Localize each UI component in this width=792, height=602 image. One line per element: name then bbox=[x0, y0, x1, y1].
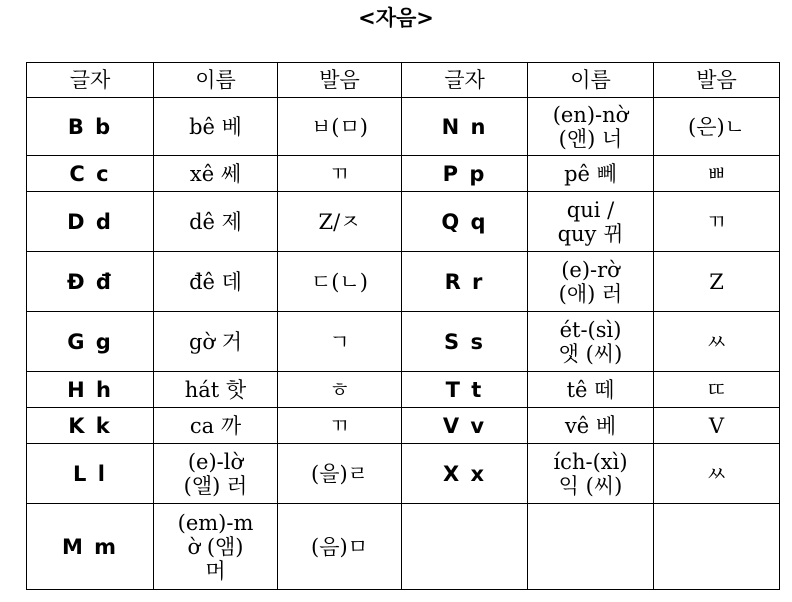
letter-cell bbox=[402, 504, 528, 590]
name-cell-text: đê 데 bbox=[189, 269, 242, 294]
header-name: 이름 bbox=[528, 63, 654, 98]
name-cell-text: ét-(sì) 앳 (씨) bbox=[558, 317, 623, 366]
letter-cell-text: K k bbox=[68, 413, 112, 438]
letter-cell bbox=[27, 192, 154, 252]
letter-cell bbox=[402, 372, 528, 408]
name-cell-text: qui / quy 뀌 bbox=[557, 197, 624, 246]
pronunciation-cell bbox=[654, 372, 780, 408]
letter-cell-text: Đ đ bbox=[67, 269, 113, 294]
table-row bbox=[27, 98, 780, 156]
name-cell bbox=[154, 504, 278, 590]
pronunciation-cell-text: Z/ㅈ bbox=[318, 209, 361, 234]
header-name: 이름 bbox=[154, 63, 278, 98]
pronunciation-cell-text: ㄸ bbox=[706, 377, 727, 402]
letter-cell-text: T t bbox=[445, 377, 484, 402]
pronunciation-cell-text: (음)ㅁ bbox=[311, 534, 368, 559]
name-cell-text: tê 떼 bbox=[566, 377, 615, 402]
name-cell bbox=[154, 312, 278, 372]
pronunciation-cell-text: ㄷ(ㄴ) bbox=[311, 269, 368, 294]
pronunciation-cell bbox=[278, 156, 402, 192]
pronunciation-cell-text: V bbox=[708, 413, 725, 438]
name-cell bbox=[528, 444, 654, 504]
letter-cell bbox=[402, 252, 528, 312]
table-row bbox=[27, 156, 780, 192]
name-cell bbox=[154, 408, 278, 444]
letter-cell bbox=[402, 156, 528, 192]
consonant-table bbox=[26, 62, 780, 590]
pronunciation-cell bbox=[278, 312, 402, 372]
letter-cell bbox=[402, 408, 528, 444]
pronunciation-cell-text: (은)ㄴ bbox=[688, 114, 745, 139]
letter-cell bbox=[402, 444, 528, 504]
pronunciation-cell bbox=[654, 408, 780, 444]
letter-cell-text: G g bbox=[67, 329, 113, 354]
table-row bbox=[27, 444, 780, 504]
name-cell bbox=[154, 372, 278, 408]
pronunciation-cell bbox=[278, 192, 402, 252]
letter-cell-text: Q q bbox=[441, 209, 488, 234]
table-row bbox=[27, 252, 780, 312]
letter-cell bbox=[27, 312, 154, 372]
letter-cell bbox=[27, 156, 154, 192]
pronunciation-cell bbox=[654, 252, 780, 312]
pronunciation-cell bbox=[654, 156, 780, 192]
letter-cell-text: C c bbox=[69, 161, 111, 186]
letter-cell-text: H h bbox=[67, 377, 113, 402]
letter-cell-text: N n bbox=[441, 114, 488, 139]
header-row bbox=[27, 63, 780, 98]
table-row bbox=[27, 408, 780, 444]
name-cell-text: (em)-m ờ (앰) 머 bbox=[177, 510, 254, 583]
letter-cell bbox=[402, 192, 528, 252]
letter-cell bbox=[402, 312, 528, 372]
letter-cell bbox=[27, 252, 154, 312]
pronunciation-cell-text: ㅎ bbox=[329, 377, 350, 402]
name-cell bbox=[154, 252, 278, 312]
letter-cell-text: V v bbox=[442, 413, 487, 438]
pronunciation-cell-text: ㄲ bbox=[706, 209, 727, 234]
name-cell-text: (en)-nờ (앤) 너 bbox=[552, 102, 629, 151]
header-letter: 글자 bbox=[402, 63, 528, 98]
letter-cell bbox=[27, 372, 154, 408]
table-row bbox=[27, 504, 780, 590]
table-row bbox=[27, 312, 780, 372]
name-cell bbox=[528, 408, 654, 444]
letter-cell-text: B b bbox=[67, 114, 113, 139]
letter-cell bbox=[27, 504, 154, 590]
name-cell-text: (e)-rờ (애) 러 bbox=[558, 257, 623, 306]
letter-cell bbox=[27, 408, 154, 444]
letter-cell-text: P p bbox=[442, 161, 487, 186]
name-cell-text: vê 베 bbox=[564, 413, 617, 438]
name-cell-text: hát 핫 bbox=[184, 377, 247, 402]
letter-cell-text: M m bbox=[61, 534, 119, 559]
header-pronunciation: 발음 bbox=[654, 63, 780, 98]
name-cell bbox=[154, 444, 278, 504]
pronunciation-cell bbox=[654, 504, 780, 590]
pronunciation-cell-text: ㄱ bbox=[329, 329, 350, 354]
name-cell-text: bê 베 bbox=[189, 114, 242, 139]
name-cell bbox=[154, 98, 278, 156]
name-cell bbox=[528, 504, 654, 590]
name-cell bbox=[528, 252, 654, 312]
pronunciation-cell-text: ㄲ bbox=[329, 161, 350, 186]
letter-cell-text: D d bbox=[67, 209, 113, 234]
name-cell bbox=[528, 98, 654, 156]
pronunciation-cell bbox=[278, 252, 402, 312]
letter-cell-text: X x bbox=[442, 461, 487, 486]
header-letter: 글자 bbox=[27, 63, 154, 98]
pronunciation-cell bbox=[654, 98, 780, 156]
pronunciation-cell bbox=[654, 444, 780, 504]
name-cell-text: gờ 거 bbox=[188, 329, 243, 354]
pronunciation-cell bbox=[278, 372, 402, 408]
table-row bbox=[27, 372, 780, 408]
pronunciation-cell bbox=[278, 98, 402, 156]
pronunciation-cell-text: (을)ㄹ bbox=[311, 461, 368, 486]
pronunciation-cell bbox=[278, 504, 402, 590]
name-cell-text: ca 까 bbox=[189, 413, 242, 438]
name-cell-text: pê 뻬 bbox=[564, 161, 617, 186]
name-cell bbox=[528, 156, 654, 192]
letter-cell-text: L l bbox=[73, 461, 107, 486]
pronunciation-cell-text: ㅆ bbox=[706, 329, 727, 354]
name-cell-text: ích-(xì) 익 (씨) bbox=[553, 449, 628, 498]
letter-cell bbox=[27, 444, 154, 504]
pronunciation-cell-text: ㅃ bbox=[706, 161, 727, 186]
letter-cell bbox=[402, 98, 528, 156]
pronunciation-cell bbox=[278, 444, 402, 504]
pronunciation-cell-text: Z bbox=[709, 269, 724, 294]
page-title: <자음> bbox=[358, 6, 434, 30]
name-cell bbox=[528, 192, 654, 252]
name-cell-text: xê 쎄 bbox=[189, 161, 242, 186]
letter-cell-text: S s bbox=[444, 329, 485, 354]
name-cell-text: dê 제 bbox=[189, 209, 242, 234]
name-cell bbox=[528, 312, 654, 372]
pronunciation-cell-text: ㅂ(ㅁ) bbox=[311, 114, 368, 139]
pronunciation-cell bbox=[278, 408, 402, 444]
pronunciation-cell-text: ㄲ bbox=[329, 413, 350, 438]
name-cell bbox=[154, 156, 278, 192]
letter-cell bbox=[27, 98, 154, 156]
header-pronunciation: 발음 bbox=[278, 63, 402, 98]
name-cell bbox=[528, 372, 654, 408]
letter-cell-text: R r bbox=[444, 269, 485, 294]
pronunciation-cell-text: ㅆ bbox=[706, 461, 727, 486]
name-cell bbox=[154, 192, 278, 252]
pronunciation-cell bbox=[654, 192, 780, 252]
pronunciation-cell bbox=[654, 312, 780, 372]
table-row bbox=[27, 192, 780, 252]
name-cell-text: (e)-lờ (앨) 러 bbox=[183, 449, 248, 498]
